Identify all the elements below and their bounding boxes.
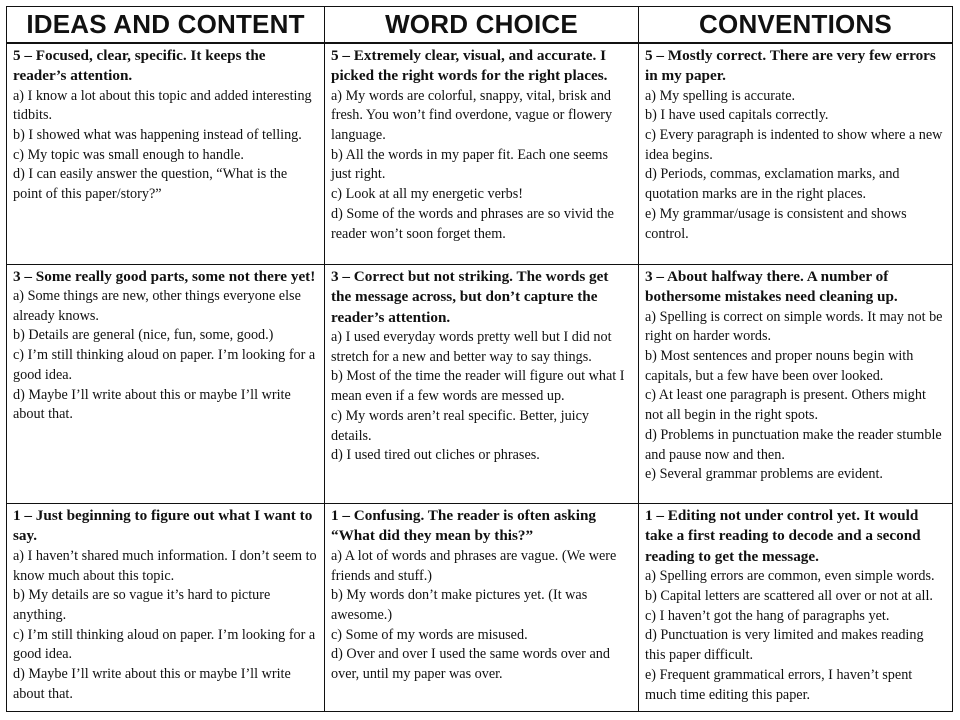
criteria-item: a) Spelling errors are common, even simple words. xyxy=(645,568,935,585)
criteria-item: c) I’m still thinking aloud on paper. I’m looking for a good idea. xyxy=(13,626,316,663)
criteria-item: e) Frequent grammatical errors, I haven’t spent much time editing this paper. xyxy=(645,666,913,703)
header-conventions: CONVENTIONS xyxy=(639,7,953,43)
criteria-item: c) Some of my words are misused. xyxy=(331,626,528,643)
criteria-item: b) Most sentences and proper nouns begin with capitals, but a few have been over looked. xyxy=(645,347,914,384)
criteria-item: d) I used tired out cliches or phrases. xyxy=(331,447,540,464)
criteria-item: d) Periods, commas, exclamation marks, and quotation marks are in the right places. xyxy=(645,166,900,203)
criteria-item: d) Problems in punctuation make the reader stumble and pause now and then. xyxy=(645,426,942,463)
score-3-row xyxy=(7,264,953,503)
cell-title: 3 – Some really good parts, some not there yet! xyxy=(13,267,316,285)
header-row xyxy=(7,7,953,43)
header-word-choice: WORD CHOICE xyxy=(325,7,639,43)
criteria-item: e) Several grammar problems are evident. xyxy=(645,466,883,483)
writing-rubric-table xyxy=(6,6,953,712)
ideas-score-1-cell xyxy=(7,503,325,711)
conventions-score-3-cell xyxy=(639,264,953,503)
cell-title: 5 – Focused, clear, specific. It keeps the reader’s attention. xyxy=(13,46,266,85)
criteria-item: b) Most of the time the reader will figure out what I mean even if a few words are messed up. xyxy=(331,368,625,405)
criteria-item: c) My words aren’t real specific. Better, juicy details. xyxy=(331,407,589,444)
criteria-item: d) Some of the words and phrases are so vivid the reader won’t soon forget them. xyxy=(331,205,614,242)
cell-title: 1 – Editing not under control yet. It would take a first reading to decode and a second reading to get the message. xyxy=(645,506,921,565)
criteria-item: b) I have used capitals correctly. xyxy=(645,107,829,124)
criteria-item: d) I can easily answer the question, “What is the point of this paper/story?” xyxy=(13,166,288,203)
criteria-item: a) Spelling is correct on simple words. It may not be right on harder words. xyxy=(645,308,943,345)
header-ideas-and-content: IDEAS AND CONTENT xyxy=(7,7,325,43)
word-choice-score-1-cell xyxy=(325,503,639,711)
criteria-item: a) I haven’t shared much information. I don’t seem to know much about this topic. xyxy=(13,547,317,584)
ideas-score-5-cell xyxy=(7,43,325,264)
criteria-item: a) I used everyday words pretty well but I did not stretch for a new and better way to say things. xyxy=(331,329,612,365)
word-choice-score-3-cell xyxy=(325,264,639,503)
conventions-score-5-cell xyxy=(639,43,953,264)
criteria-item: b) Capital letters are scattered all over or not at all. xyxy=(645,588,933,605)
criteria-item: b) My details are so vague it’s hard to picture anything. xyxy=(13,587,271,623)
criteria-item: d) Over and over I used the same words over and over, until my paper was over. xyxy=(331,646,610,683)
criteria-item: b) All the words in my paper fit. Each one seems just right. xyxy=(331,146,608,183)
criteria-item: a) My spelling is accurate. xyxy=(645,87,796,104)
criteria-item: c) At least one paragraph is present. Others might not all begin in the right spots. xyxy=(645,387,926,424)
criteria-item: d) Maybe I’ll write about this or maybe I’ll write about that. xyxy=(13,386,291,423)
criteria-item: a) Some things are new, other things everyone else already knows. xyxy=(13,288,301,324)
criteria-item: c) Every paragraph is indented to show where a new idea begins. xyxy=(645,127,943,163)
criteria-item: a) A lot of words and phrases are vague. (We were friends and stuff.) xyxy=(331,547,617,584)
ideas-score-3-cell xyxy=(7,264,325,503)
criteria-item: c) I’m still thinking aloud on paper. I’m looking for a good idea. xyxy=(13,347,316,383)
criteria-item: b) My words don’t make pictures yet. (It was awesome.) xyxy=(331,587,588,623)
criteria-item: d) Punctuation is very limited and makes reading this paper difficult. xyxy=(645,627,924,664)
cell-title: 5 – Extremely clear, visual, and accurate. I picked the right words for the right places. xyxy=(331,46,608,85)
criteria-item: d) Maybe I’ll write about this or maybe I’ll write about that. xyxy=(13,666,291,702)
cell-title: 1 – Just beginning to figure out what I want to say. xyxy=(13,506,313,545)
score-5-row xyxy=(7,43,953,264)
word-choice-score-5-cell xyxy=(325,43,639,264)
criteria-item: c) My topic was small enough to handle. xyxy=(13,146,244,163)
criteria-item: b) Details are general (nice, fun, some, good.) xyxy=(13,327,274,344)
cell-title: 3 – About halfway there. A number of bothersome mistakes need cleaning up. xyxy=(645,267,898,306)
criteria-item: e) My grammar/usage is consistent and shows control. xyxy=(645,205,907,242)
criteria-item: a) My words are colorful, snappy, vital, brisk and fresh. You won’t find overdone, vague or flowery language. xyxy=(331,87,613,144)
cell-title: 5 – Mostly correct. There are very few errors in my paper. xyxy=(645,46,936,85)
criteria-item: c) Look at all my energetic verbs! xyxy=(331,186,523,203)
score-1-row xyxy=(7,503,953,711)
criteria-item: c) I haven’t got the hang of paragraphs yet. xyxy=(645,607,890,624)
cell-title: 1 – Confusing. The reader is often asking “What did they mean by this?” xyxy=(331,506,596,545)
cell-title: 3 – Correct but not striking. The words get the message across, but don’t capture the reader’s attention. xyxy=(331,267,609,326)
conventions-score-1-cell xyxy=(639,503,953,711)
criteria-item: a) I know a lot about this topic and added interesting tidbits. xyxy=(13,87,312,124)
criteria-item: b) I showed what was happening instead of telling. xyxy=(13,127,302,144)
